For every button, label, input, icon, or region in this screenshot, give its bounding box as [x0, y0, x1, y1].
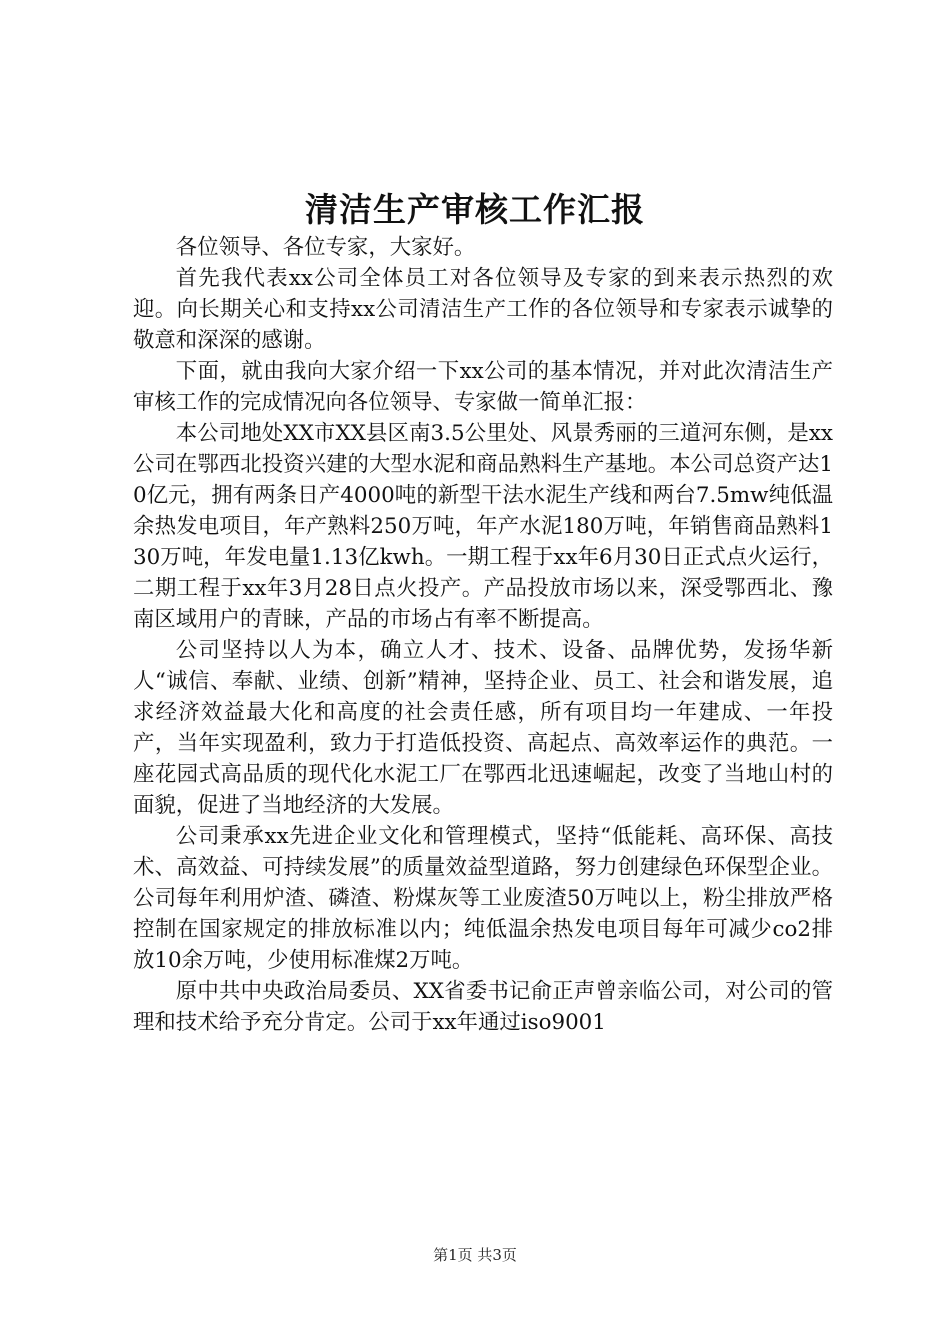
document-title: 清洁生产审核工作汇报: [305, 190, 645, 229]
paragraph-greeting: 各位领导、各位专家，大家好。: [175, 235, 476, 260]
paragraph-welcome: 首先我代表xx公司全体员工对各位领导及专家的到来表示热烈的欢迎。向长期关心和支持xx公司清洁生产工作的各位领导和专家表示诚挚的敬意和深深的感谢。: [133, 266, 833, 353]
paragraph-introduction: 下面，就由我向大家介绍一下xx公司的基本情况，并对此次清洁生产审核工作的完成情况向各位领导、专家做一简单汇报：: [133, 359, 833, 415]
paragraph-company-philosophy: 公司坚持以人为本，确立人才、技术、设备、品牌优势，发扬华新人“诚信、奉献、业绩、创新”精神，坚持企业、员工、社会和谐发展，追求经济效益最大化和高度的社会责任感，所有项目均一年建成、一年投产，当年实现盈利，致力于打造低投资、高起点、高效率运作的典范。一座花园式高品质的现代化水泥工厂在鄂西北迅速崛起，改变了当地山村的面貌，促进了当地经济的大发展。: [133, 638, 833, 818]
paragraph-environmental: 公司秉承xx先进企业文化和管理模式，坚持“低能耗、高环保、高技术、高效益、可持续发展”的质量效益型道路，努力创建绿色环保型企业。公司每年利用炉渣、磷渣、粉煤灰等工业废渣50万吨以上，粉尘排放严格控制在国家规定的排放标准以内；纯低温余热发电项目每年可减少co2排放10余万吨，少使用标准煤2万吨。: [133, 824, 833, 973]
page-footer: 第1页 共3页: [433, 1246, 517, 1264]
paragraph-recognition: 原中共中央政治局委员、XX省委书记俞正声曾亲临公司，对公司的管理和技术给予充分肯定。公司于xx年通过iso9001: [133, 979, 833, 1035]
document-body: [133, 232, 833, 1038]
paragraph-company-overview: 本公司地处XX市XX县区南3.5公里处、风景秀丽的三道河东侧，是xx公司在鄂西北投资兴建的大型水泥和商品熟料生产基地。本公司总资产达10亿元，拥有两条日产4000吨的新型干法水泥生产线和两台7.5mw纯低温余热发电项目，年产熟料250万吨，年产水泥180万吨，年销售商品熟料130万吨，年发电量1.13亿kwh。一期工程于xx年6月30日正式点火运行，二期工程于xx年3月28日点火投产。产品投放市场以来，深受鄂西北、豫南区域用户的青睐，产品的市场占有率不断提高。: [133, 421, 833, 632]
